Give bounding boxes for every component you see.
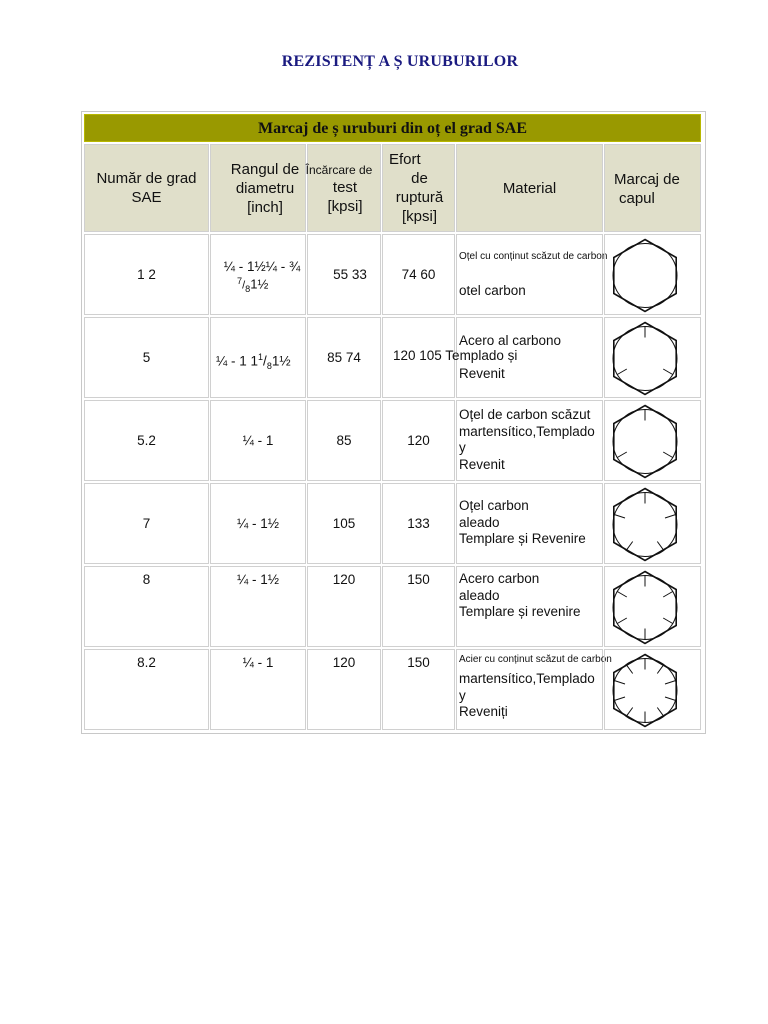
row3-material-line2: martensítico,Templado (459, 423, 595, 439)
row6-test (307, 649, 381, 730)
row3-material (456, 400, 603, 481)
row1-material (456, 234, 608, 315)
grade-mark-line (615, 697, 625, 700)
row4-material-line3: Templare și Revenire (459, 531, 586, 546)
row3-material-line3: y (459, 440, 466, 455)
row1-diameter-a: ¼ - 1½¼ - ¾ (223, 259, 301, 274)
grade-mark-line (663, 592, 673, 598)
hex-bolt-icon (609, 238, 681, 313)
grade-mark-line (617, 592, 627, 598)
row1-material-small: Oțel cu conținut scăzut de carbon (459, 251, 608, 262)
grade-mark-line (657, 665, 664, 674)
row1-test-value: 55 33 (333, 267, 367, 282)
table-banner: Marcaj de ș uruburi din oț el grad SAE (84, 114, 701, 142)
header-diameter (210, 144, 306, 232)
header-diameter-line1: Rangul de (230, 161, 300, 178)
row5-test (307, 566, 381, 647)
grade-mark-line (615, 515, 625, 518)
grade-mark-line (626, 708, 633, 717)
row6-diameter (210, 649, 306, 730)
header-grade (84, 144, 209, 232)
header-effort-line3: ruptură (395, 189, 444, 206)
row6-material-line1: martensítico,Templado (459, 671, 595, 686)
row6-mark (604, 649, 701, 730)
row4-mark (604, 483, 701, 564)
header-mark-line2: capul (619, 190, 655, 207)
header-test-line2: [kpsi] (327, 198, 363, 215)
hex-bolt-icon (609, 321, 681, 396)
row1-mark (604, 234, 701, 315)
row2-mark (604, 317, 701, 398)
header-effort-line2: de (411, 170, 428, 187)
row6-grade (84, 649, 209, 730)
row3-mark (604, 400, 701, 481)
grade-mark-line (663, 618, 673, 624)
row2-test: 85 74 (307, 317, 381, 398)
header-mark (604, 144, 701, 232)
row6-material-small: Acier cu conținut scăzut de carbon (459, 654, 612, 665)
header-effort (382, 144, 455, 232)
row2-material-bottom: Revenit (459, 366, 505, 381)
row1-diameter (210, 234, 306, 315)
row2-frac-num: 1 (258, 352, 264, 362)
row1-frac-num: 7 (237, 276, 243, 286)
header-effort-line1: Efort (389, 151, 421, 168)
row1-frac-den: 8 (245, 283, 251, 294)
grade-mark-line (657, 708, 664, 717)
row5-material (456, 566, 603, 647)
row6-material-line3: Reveniți (459, 704, 508, 719)
grade-mark-line (617, 369, 627, 375)
row4-material (456, 483, 603, 564)
row5-diameter (210, 566, 306, 647)
header-test-top: Încărcare de (305, 163, 373, 177)
header-material: Material (456, 144, 603, 232)
hex-bolt-icon (609, 404, 681, 479)
row5-diameter-value: ¼ - 1½ (236, 572, 280, 587)
row5-effort-value: 150 (407, 572, 430, 587)
grade-mark-line (626, 665, 633, 674)
row5-material-line3: Templare și revenire (459, 604, 581, 619)
grade-mark-line (617, 452, 627, 458)
grade-mark-line (665, 697, 675, 700)
row6-test-value: 120 (332, 655, 356, 670)
grade-mark-line (615, 681, 625, 684)
row5-test-value: 120 (332, 572, 356, 587)
row5-grade (84, 566, 209, 647)
row4-test: 105 (307, 483, 381, 564)
row1-frac-rest: 1½ (250, 276, 269, 292)
header-diameter-line3: [inch] (247, 199, 283, 216)
page-title: REZISTENȚ A Ș URUBURILOR (281, 53, 519, 70)
row6-material-line2: y (459, 687, 466, 703)
row2-diameter (210, 317, 306, 398)
row3-material-line1: Oțel de carbon scăzut (459, 407, 591, 422)
row3-material-line4: Revenit (459, 456, 505, 472)
row2-frac-rest: 1½ (271, 353, 291, 369)
row6-material (456, 649, 612, 730)
row1-effort: 74 60 (382, 234, 455, 315)
grade-mark-line (665, 515, 675, 518)
header-diameter-line2: diametru (235, 180, 295, 197)
row5-grade-value: 8 (142, 572, 151, 587)
row4-grade: 7 (84, 483, 209, 564)
hex-bolt-icon (609, 653, 681, 728)
row6-diameter-value: ¼ - 1 (242, 655, 274, 670)
row2-material-top: Acero al carbono (459, 333, 562, 348)
row5-mark (604, 566, 701, 647)
row2-grade: 5 (84, 317, 209, 398)
hex-bolt-icon (609, 570, 681, 645)
row3-effort: 120 (382, 400, 455, 481)
row5-effort (382, 566, 455, 647)
header-test-line1: test (332, 179, 358, 196)
grade-mark-line (663, 369, 673, 375)
washer-circle (613, 244, 677, 308)
grade-mark-line (626, 542, 633, 551)
grade-mark-line (617, 618, 627, 624)
row2-diameter-a: ¼ - 1 1 (216, 353, 259, 369)
row6-effort (382, 649, 455, 730)
hexagon-outline (614, 240, 676, 312)
row6-grade-value: 8.2 (137, 655, 156, 670)
row4-diameter: ¼ - 1½ (210, 483, 306, 564)
header-grade-line1: Număr de grad (96, 170, 197, 187)
row1-material-main: otel carbon (459, 283, 526, 298)
row1-diameter-b: $^7/_81\frac{1}{2}$ (237, 276, 269, 294)
row4-material-line1: Oțel carbon (459, 498, 529, 513)
row2-frac-den: 8 (266, 361, 272, 372)
row5-material-line1: Acero carbon (459, 571, 540, 586)
row5-material-line2: aleado (459, 587, 500, 603)
row3-grade: 5.2 (84, 400, 209, 481)
row2-diameter-text: ¼ - 1 $1^1/_81\frac{1}{2}$ (216, 352, 291, 372)
header-grade-line2: SAE (131, 189, 162, 206)
header-test (307, 144, 381, 232)
grade-mark-line (663, 452, 673, 458)
grade-mark-line (665, 681, 675, 684)
grade-mark-line (657, 542, 664, 551)
row6-effort-value: 150 (407, 655, 430, 670)
row4-material-line2: aleado (459, 514, 500, 530)
header-mark-line1: Marcaj de (614, 171, 680, 188)
row3-diameter: ¼ - 1 (210, 400, 306, 481)
row1-test (307, 234, 381, 315)
row2-effort-inline: 120 105 Templado și (393, 348, 518, 363)
row4-effort: 133 (382, 483, 455, 564)
row3-test: 85 (307, 400, 381, 481)
hex-bolt-icon (609, 487, 681, 562)
row1-grade: 1 2 (84, 234, 209, 315)
header-effort-line4: [kpsi] (401, 208, 437, 225)
